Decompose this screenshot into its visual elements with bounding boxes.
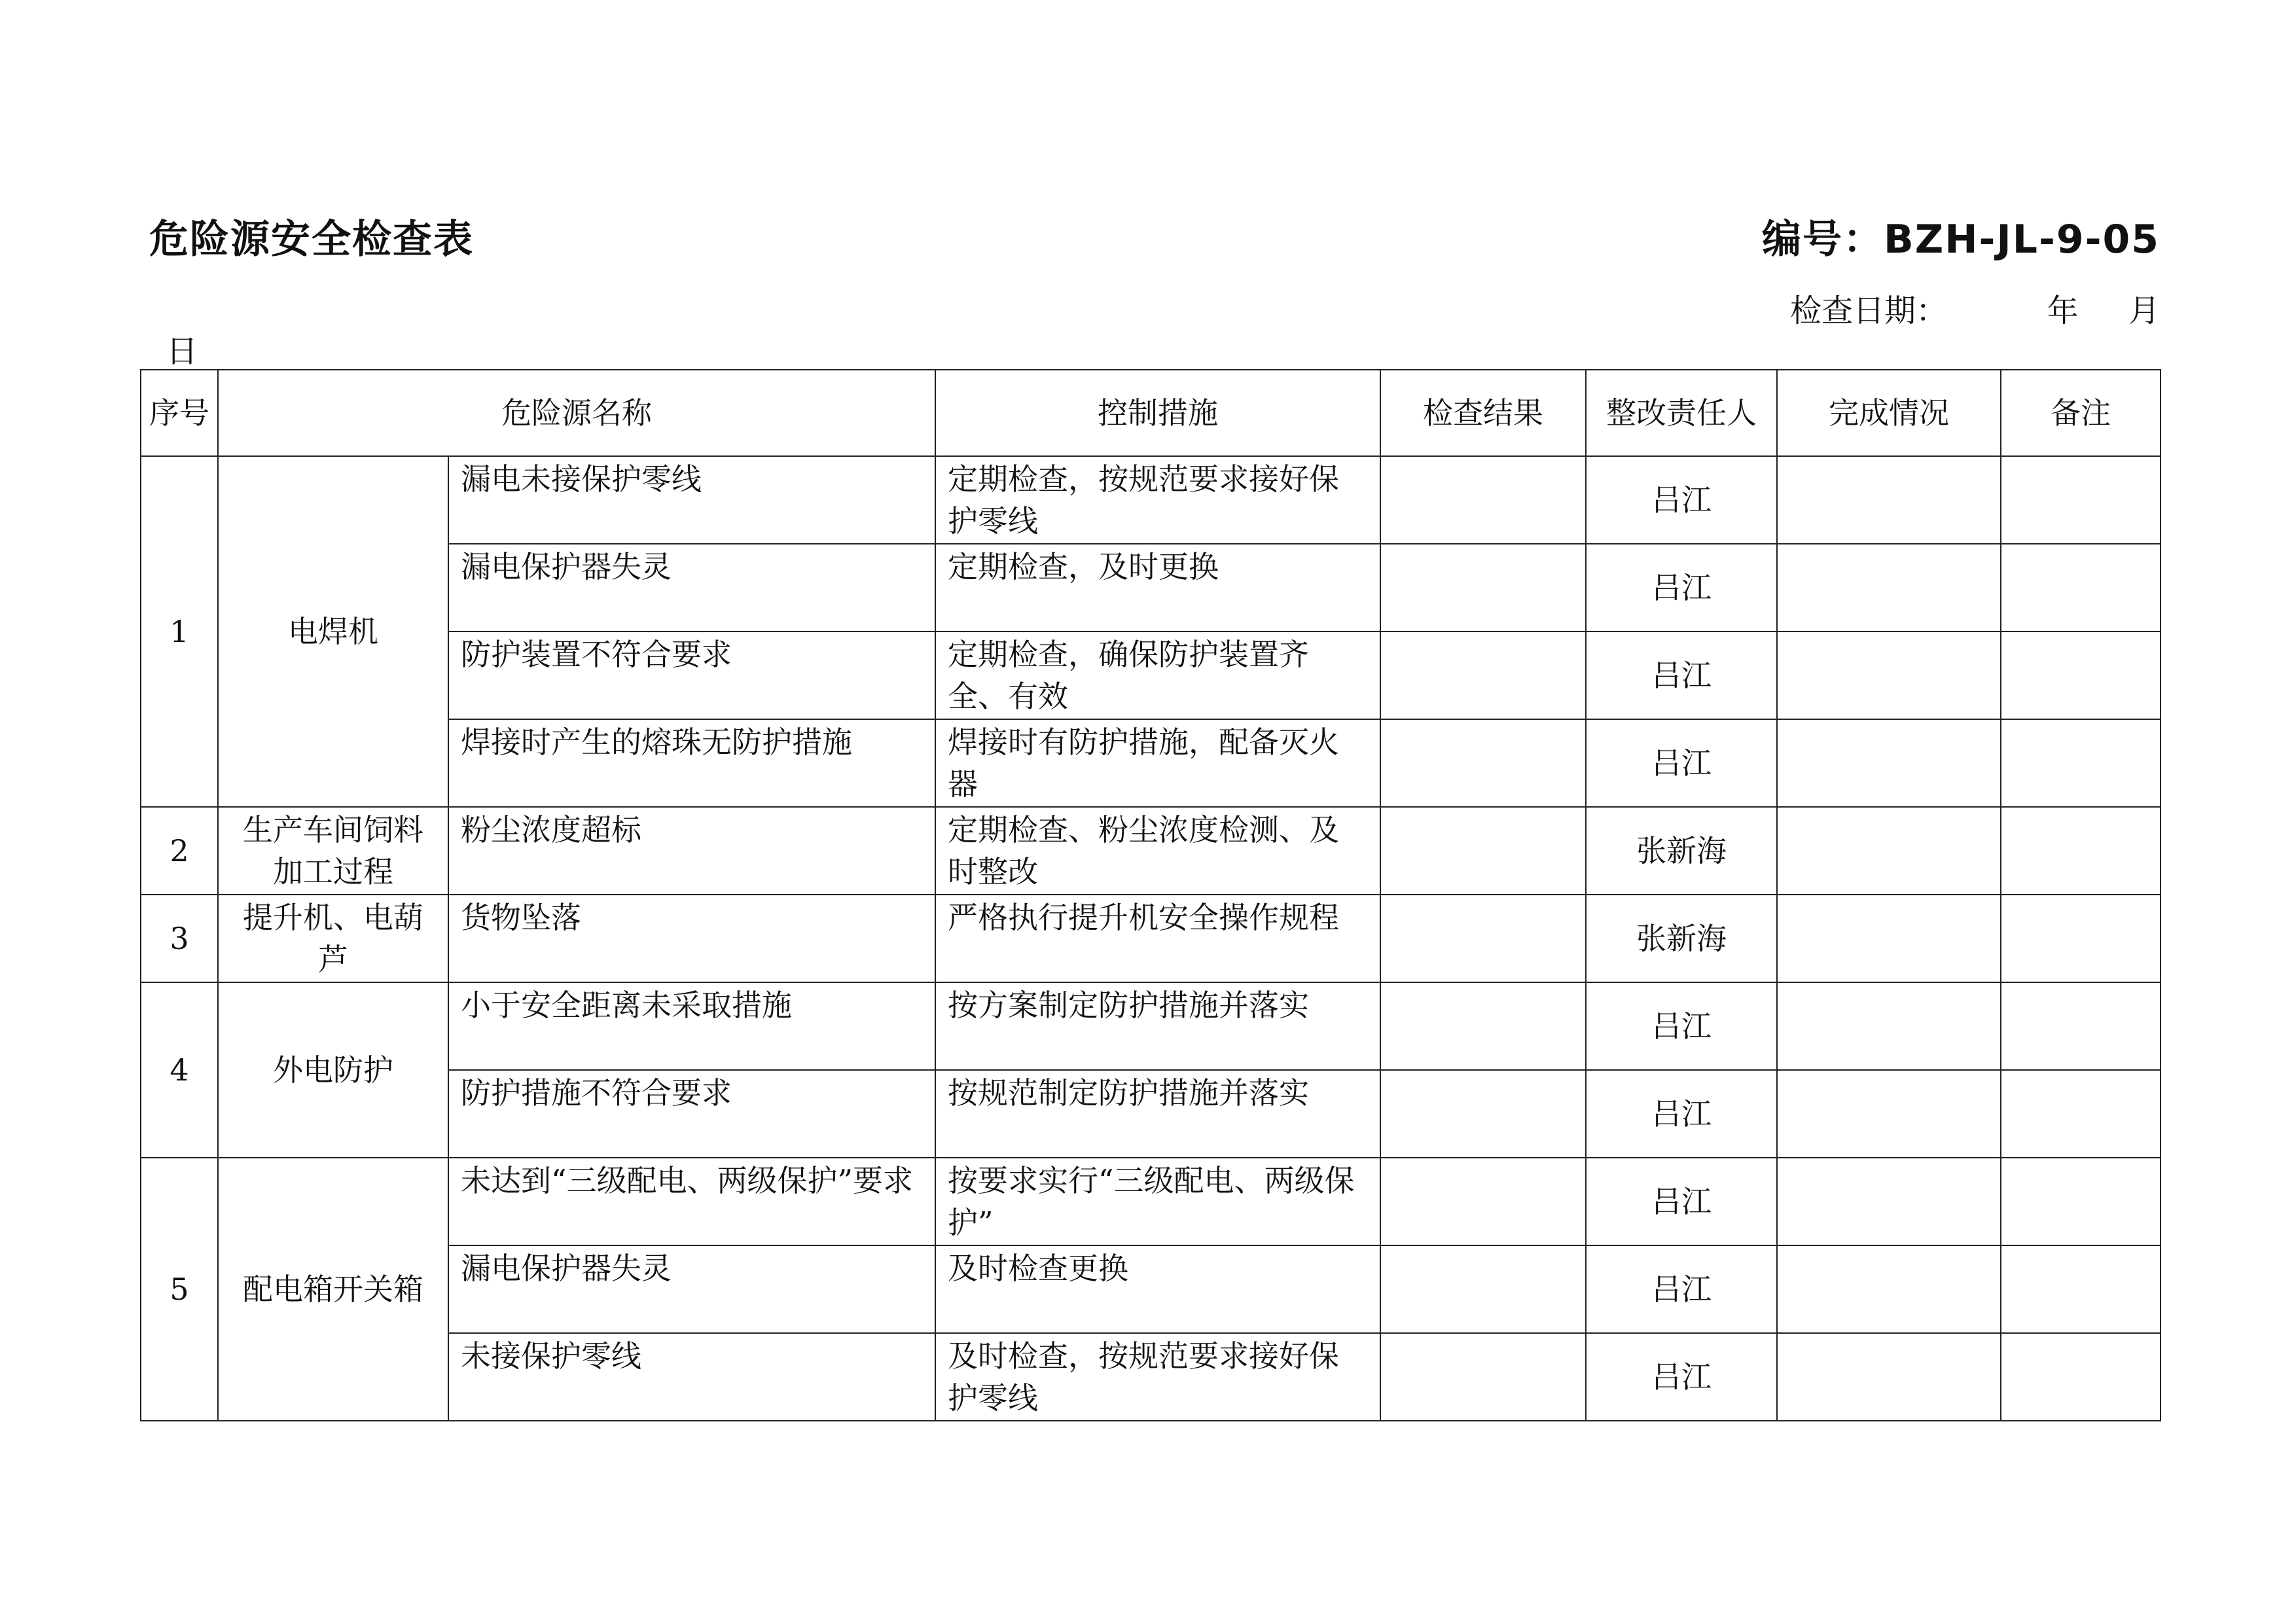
form-title: 危险源安全检查表 bbox=[149, 217, 474, 262]
table-row bbox=[141, 1158, 2161, 1245]
table-row bbox=[141, 807, 2161, 895]
status-cell bbox=[1777, 807, 2001, 895]
remark-cell bbox=[2001, 719, 2161, 807]
remark-cell bbox=[2001, 982, 2161, 1070]
remark-cell bbox=[2001, 1333, 2161, 1421]
hazard-cell: 漏电保护器失灵 bbox=[448, 544, 935, 632]
hazard-cell: 未达到“三级配电、两级保护”要求 bbox=[448, 1158, 935, 1245]
header-control: 控制措施 bbox=[935, 370, 1380, 456]
status-cell bbox=[1777, 1333, 2001, 1421]
owner-cell: 张新海 bbox=[1586, 807, 1777, 895]
date-year: 年 bbox=[2047, 293, 2079, 329]
date-day: 日 bbox=[166, 333, 198, 370]
group-no-cell: 5 bbox=[141, 1158, 218, 1421]
control-cell: 定期检查、粉尘浓度检测、及时整改 bbox=[935, 807, 1380, 895]
group-name-cell: 电焊机 bbox=[218, 456, 448, 807]
control-cell: 按规范制定防护措施并落实 bbox=[935, 1070, 1380, 1158]
hazard-cell: 防护装置不符合要求 bbox=[448, 632, 935, 719]
group-name-cell: 生产车间饲料加工过程 bbox=[218, 807, 448, 895]
hazard-cell: 未接保护零线 bbox=[448, 1333, 935, 1421]
owner-cell: 吕江 bbox=[1586, 1245, 1777, 1333]
form-code: 编号：BZH-JL-9-05 bbox=[1762, 217, 2160, 262]
owner-cell: 张新海 bbox=[1586, 895, 1777, 982]
owner-cell: 吕江 bbox=[1586, 632, 1777, 719]
remark-cell bbox=[2001, 1245, 2161, 1333]
header-no: 序号 bbox=[141, 370, 218, 456]
status-cell bbox=[1777, 1245, 2001, 1333]
hazard-cell: 焊接时产生的熔珠无防护措施 bbox=[448, 719, 935, 807]
owner-cell: 吕江 bbox=[1586, 456, 1777, 544]
status-cell bbox=[1777, 544, 2001, 632]
control-cell: 定期检查，及时更换 bbox=[935, 544, 1380, 632]
owner-cell: 吕江 bbox=[1586, 1333, 1777, 1421]
table-header-row bbox=[141, 370, 2161, 456]
control-cell: 及时检查更换 bbox=[935, 1245, 1380, 1333]
group-no-cell: 4 bbox=[141, 982, 218, 1158]
hazard-inspection-table bbox=[140, 369, 2161, 1421]
status-cell bbox=[1777, 1158, 2001, 1245]
control-cell: 按要求实行“三级配电、两级保护” bbox=[935, 1158, 1380, 1245]
status-cell bbox=[1777, 719, 2001, 807]
result-cell bbox=[1380, 895, 1586, 982]
group-name-cell: 外电防护 bbox=[218, 982, 448, 1158]
header-remark: 备注 bbox=[2001, 370, 2161, 456]
control-cell: 定期检查，按规范要求接好保护零线 bbox=[935, 456, 1380, 544]
header-owner: 整改责任人 bbox=[1586, 370, 1777, 456]
control-cell: 焊接时有防护措施，配备灭火器 bbox=[935, 719, 1380, 807]
remark-cell bbox=[2001, 895, 2161, 982]
result-cell bbox=[1380, 632, 1586, 719]
hazard-cell: 漏电未接保护零线 bbox=[448, 456, 935, 544]
control-cell: 及时检查，按规范要求接好保护零线 bbox=[935, 1333, 1380, 1421]
group-no-cell: 1 bbox=[141, 456, 218, 807]
result-cell bbox=[1380, 982, 1586, 1070]
remark-cell bbox=[2001, 544, 2161, 632]
control-cell: 按方案制定防护措施并落实 bbox=[935, 982, 1380, 1070]
result-cell bbox=[1380, 719, 1586, 807]
owner-cell: 吕江 bbox=[1586, 1070, 1777, 1158]
header-result: 检查结果 bbox=[1380, 370, 1586, 456]
result-cell bbox=[1380, 807, 1586, 895]
status-cell bbox=[1777, 895, 2001, 982]
header-hazard-name: 危险源名称 bbox=[218, 370, 935, 456]
result-cell bbox=[1380, 1245, 1586, 1333]
owner-cell: 吕江 bbox=[1586, 982, 1777, 1070]
owner-cell: 吕江 bbox=[1586, 1158, 1777, 1245]
remark-cell bbox=[2001, 456, 2161, 544]
table-row bbox=[141, 456, 2161, 544]
result-cell bbox=[1380, 1158, 1586, 1245]
header-status: 完成情况 bbox=[1777, 370, 2001, 456]
control-cell: 定期检查，确保防护装置齐全、有效 bbox=[935, 632, 1380, 719]
date-label: 检查日期： bbox=[1790, 293, 1948, 329]
table-row bbox=[141, 895, 2161, 982]
hazard-cell: 漏电保护器失灵 bbox=[448, 1245, 935, 1333]
result-cell bbox=[1380, 1333, 1586, 1421]
hazard-cell: 货物坠落 bbox=[448, 895, 935, 982]
status-cell bbox=[1777, 982, 2001, 1070]
remark-cell bbox=[2001, 1070, 2161, 1158]
hazard-cell: 粉尘浓度超标 bbox=[448, 807, 935, 895]
date-month: 月 bbox=[2128, 293, 2160, 329]
result-cell bbox=[1380, 456, 1586, 544]
group-no-cell: 2 bbox=[141, 807, 218, 895]
remark-cell bbox=[2001, 1158, 2161, 1245]
hazard-cell: 防护措施不符合要求 bbox=[448, 1070, 935, 1158]
group-name-cell: 提升机、电葫芦 bbox=[218, 895, 448, 982]
result-cell bbox=[1380, 1070, 1586, 1158]
group-name-cell: 配电箱开关箱 bbox=[218, 1158, 448, 1421]
group-no-cell: 3 bbox=[141, 895, 218, 982]
inspection-date-line bbox=[1790, 285, 2160, 330]
owner-cell: 吕江 bbox=[1586, 544, 1777, 632]
table-row bbox=[141, 982, 2161, 1070]
hazard-cell: 小于安全距离未采取措施 bbox=[448, 982, 935, 1070]
status-cell bbox=[1777, 632, 2001, 719]
result-cell bbox=[1380, 544, 1586, 632]
owner-cell: 吕江 bbox=[1586, 719, 1777, 807]
status-cell bbox=[1777, 1070, 2001, 1158]
status-cell bbox=[1777, 456, 2001, 544]
control-cell: 严格执行提升机安全操作规程 bbox=[935, 895, 1380, 982]
remark-cell bbox=[2001, 632, 2161, 719]
remark-cell bbox=[2001, 807, 2161, 895]
